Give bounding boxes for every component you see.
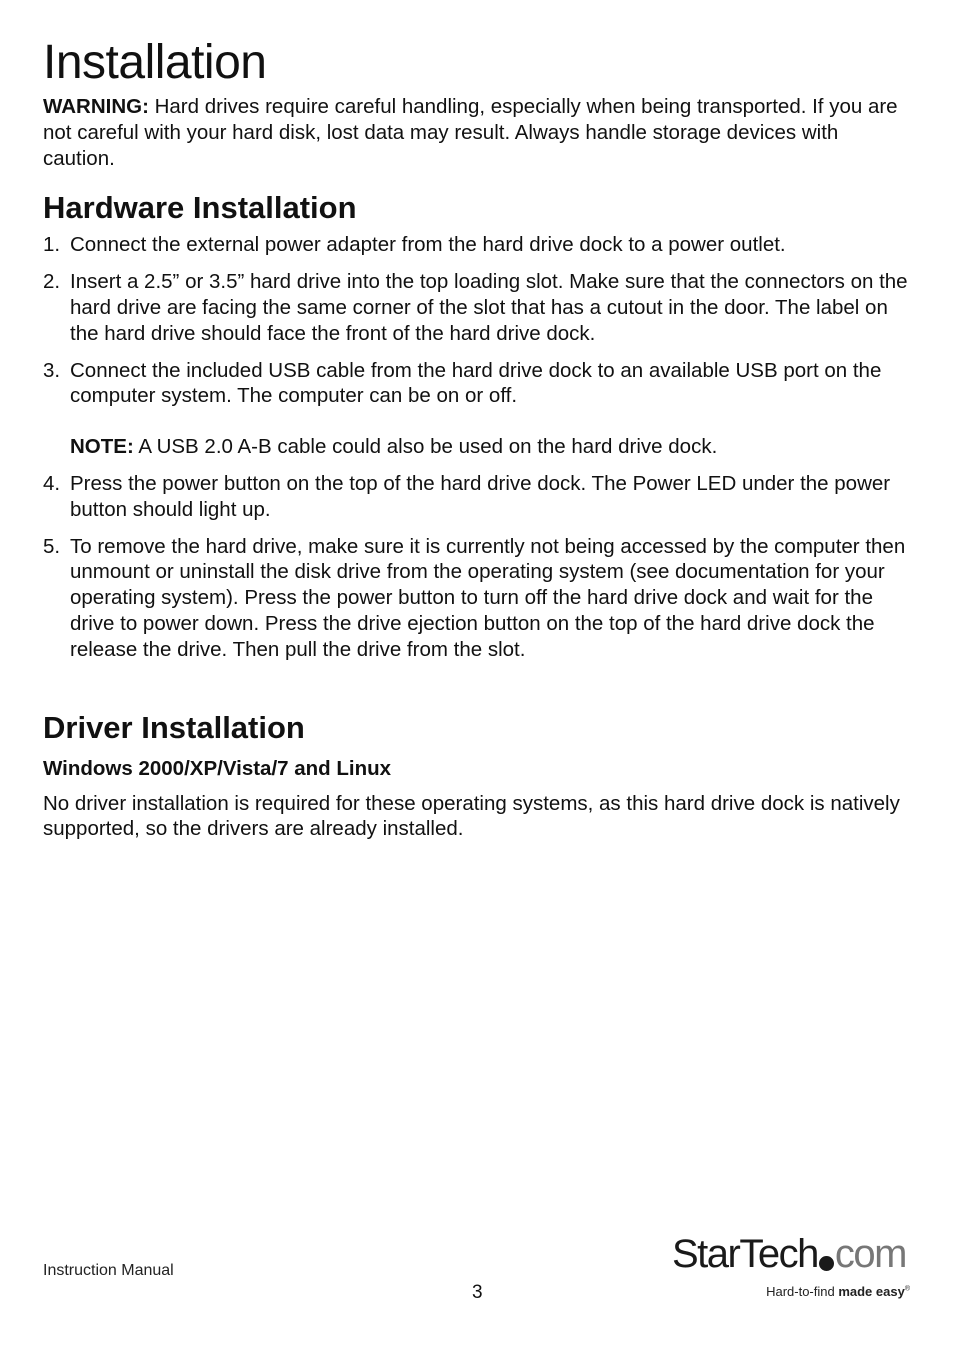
- note-text: A USB 2.0 A-B cable could also be used on the hard drive dock.: [133, 435, 718, 459]
- logo-startech-text: StarTech: [672, 1232, 818, 1276]
- list-item: [43, 534, 913, 663]
- logo-dot-icon: [819, 1256, 834, 1271]
- hardware-installation-heading: Hardware Installation: [43, 190, 357, 226]
- list-item: [43, 269, 913, 346]
- step-number: 5.: [43, 534, 61, 558]
- list-item: [43, 232, 913, 258]
- list-item: [43, 471, 913, 523]
- step-number: 2.: [43, 270, 61, 294]
- step-number: 3.: [43, 358, 61, 382]
- registered-mark-icon: ®: [904, 1285, 910, 1293]
- tagline-regular: Hard-to-find: [766, 1284, 839, 1299]
- startech-logo: [672, 1232, 912, 1302]
- step-text: Connect the external power adapter from the hard drive dock to a power outlet.: [70, 233, 786, 257]
- step-text: Connect the included USB cable from the hard drive dock to an available USB port on the computer system. The computer can be on or off.: [70, 358, 882, 408]
- footer-manual-label: Instruction Manual: [43, 1262, 174, 1279]
- step-text: Press the power button on the top of the hard drive dock. The Power LED under the power button should light up.: [70, 471, 891, 521]
- note-paragraph: [70, 434, 913, 460]
- warning-text: Hard drives require careful handling, especially when being transported. If you are not careful with your hard disk, lost data may result. Always handle storage devices with caution.: [43, 95, 898, 170]
- step-number: 4.: [43, 471, 61, 495]
- step-text: To remove the hard drive, make sure it is currently not being accessed by the computer then unmount or uninstall the disk drive from the operating system (see documentation for your operating system). Press the power button to turn off the hard drive dock and wait for the drive to power down. Press the drive ejection button on the top of the hard drive dock the release the drive. Then pull the drive from the slot.: [70, 534, 906, 661]
- driver-paragraph: No driver installation is required for these operating systems, as this hard drive dock is natively supported, so the drivers are already installed.: [43, 791, 900, 841]
- warning-label: WARNING:: [43, 95, 149, 118]
- driver-os-subheading: Windows 2000/XP/Vista/7 and Linux: [43, 756, 392, 780]
- page-content: [43, 32, 913, 842]
- logo-com-text: com: [834, 1232, 906, 1276]
- logo-wordmark: [672, 1232, 912, 1276]
- page-number: 3: [472, 1282, 483, 1303]
- logo-tagline: [766, 1284, 910, 1299]
- page-title: Installation: [43, 36, 267, 89]
- hardware-steps-list: [43, 232, 913, 662]
- list-item: [43, 358, 913, 460]
- tagline-bold: made easy: [838, 1284, 905, 1299]
- step-number: 1.: [43, 233, 61, 257]
- note-label: NOTE:: [70, 435, 134, 459]
- warning-paragraph: [43, 94, 913, 171]
- driver-installation-heading: Driver Installation: [43, 709, 305, 745]
- step-text: Insert a 2.5” or 3.5” hard drive into the top loading slot. Make sure that the connectors on the hard drive are facing the same corner of the slot that has a cutout in the door. The label on the hard drive should face the front of the hard drive dock.: [70, 270, 908, 345]
